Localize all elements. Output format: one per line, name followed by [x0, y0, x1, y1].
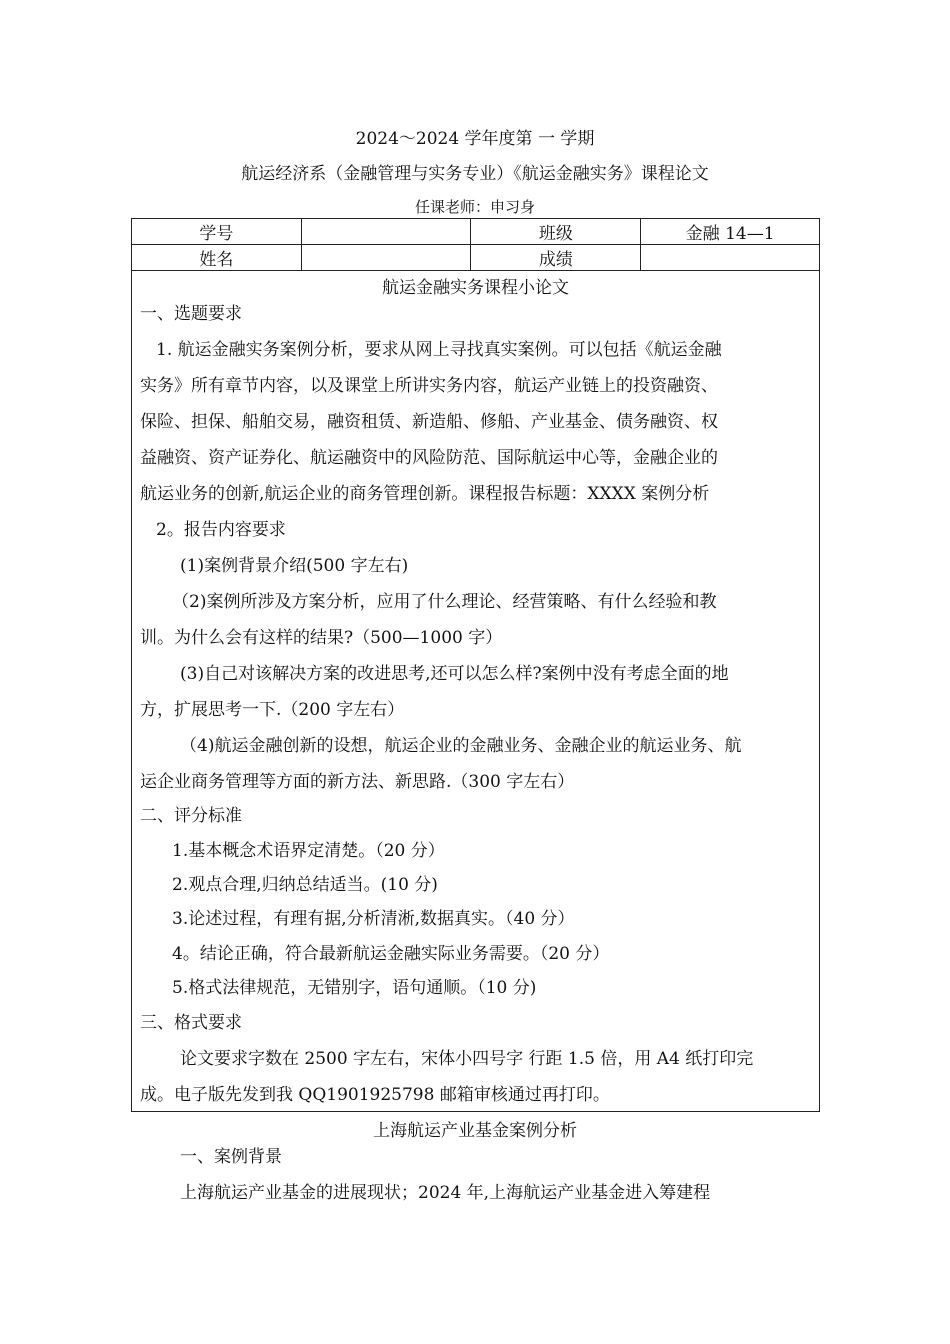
- section-heading: 一、选题要求: [140, 304, 242, 324]
- body-line: （2)案例所涉及方案分析，应用了什么理论、经营策略、有什么经验和教: [172, 592, 717, 612]
- body-line: 训。为什么会有这样的结果?（500—1000 字）: [140, 628, 503, 648]
- body-line: 保险、担保、船舶交易，融资租赁、新造船、修船、产业基金、债务融资、权: [140, 412, 718, 432]
- case-paragraph: 上海航运产业基金的进展现状；2024 年,上海航运产业基金进入筹建程: [180, 1183, 711, 1203]
- class-label: 班级: [471, 219, 641, 245]
- scoring-item: 5.格式法律规范，无错别字，语句通顺。（10 分): [172, 978, 537, 998]
- body-line: 1. 航运金融实务案例分析，要求从网上寻找真实案例。可以包括《航运金融: [156, 340, 722, 360]
- body-line: (3)自己对该解决方案的改进思考,还可以怎么样?案例中没有考虑全面的地: [180, 664, 729, 684]
- score-label: 成绩: [471, 245, 641, 271]
- assignment-title: 航运金融实务课程小论文: [382, 278, 569, 298]
- section-heading: 二、评分标准: [140, 806, 242, 826]
- term-heading: 2024～2024 学年度第 一 学期: [355, 129, 595, 149]
- scoring-item: 1.基本概念术语界定清楚。（20 分）: [172, 841, 445, 861]
- table-row: [132, 219, 820, 245]
- section-heading: 三、格式要求: [140, 1013, 242, 1033]
- body-line: (1)案例背景介绍(500 字左右): [180, 556, 409, 576]
- body-line: 2。报告内容要求: [156, 520, 286, 540]
- assignment-box: [131, 267, 820, 1112]
- teacher-line: 任课老师：申习身: [414, 198, 535, 216]
- student-info-table: [131, 218, 820, 271]
- case-section-heading: 一、案例背景: [180, 1147, 282, 1167]
- body-line: 益融资、资产证券化、航运融资中的风险防范、国际航运中心等，金融企业的: [140, 448, 718, 468]
- body-line: 实务》所有章节内容，以及课堂上所讲实务内容，航运产业链上的投资融资、: [140, 376, 718, 396]
- scoring-item: 4。结论正确，符合最新航运金融实际业务需要。（20 分）: [172, 944, 610, 964]
- body-line: 方，扩展思考一下.（200 字左右）: [140, 700, 405, 720]
- body-line: 论文要求字数在 2500 字左右，宋体小四号字 行距 1.5 倍，用 A4 纸打印完: [180, 1049, 754, 1069]
- scoring-item: 3.论述过程，有理有据,分析清淅,数据真实。（40 分）: [172, 909, 575, 929]
- course-title: 航运经济系（金融管理与实务专业）《航运金融实务》课程论文: [241, 164, 709, 184]
- body-line: 成。电子版先发到我 QQ1901925798 邮箱审核通过再打印。: [140, 1085, 610, 1105]
- body-line: 运企业商务管理等方面的新方法、新思路.（300 字左右）: [140, 772, 575, 792]
- student-id-label: 学号: [132, 219, 302, 245]
- body-line: 航运业务的创新,航运企业的商务管理创新。课程报告标题：XXXX 案例分析: [140, 484, 710, 504]
- name-label: 姓名: [132, 245, 302, 271]
- student-id-value: [301, 219, 471, 245]
- scoring-item: 2.观点合理,归纳总结适当。(10 分): [172, 875, 438, 895]
- class-value: 金融 14—1: [641, 219, 820, 245]
- case-title: 上海航运产业基金案例分析: [373, 1121, 577, 1141]
- body-line: （4)航运金融创新的设想，航运企业的金融业务、金融企业的航运业务、航: [180, 736, 742, 756]
